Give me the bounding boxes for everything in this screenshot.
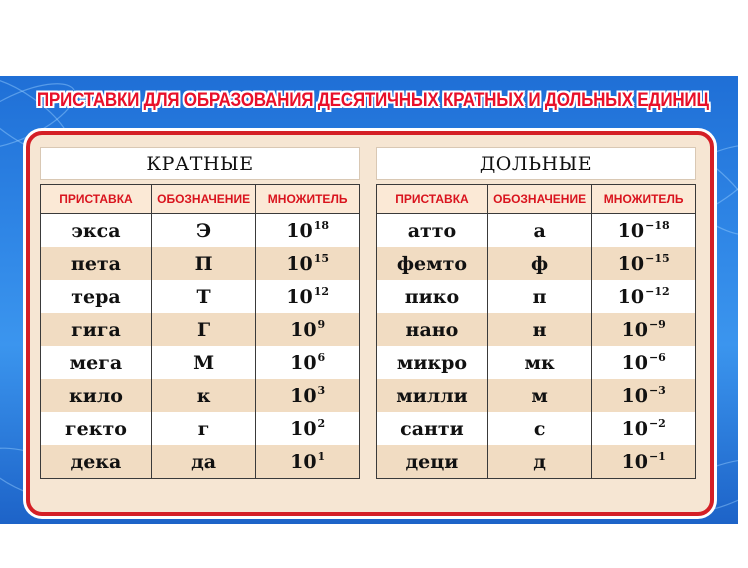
symbol-cell: к: [151, 379, 255, 412]
multiplier-base: 10: [290, 319, 317, 341]
symbol-cell: д: [487, 445, 591, 479]
table-row: [41, 313, 360, 346]
multiplier-cell: [592, 412, 696, 445]
prefix-cell: пета: [41, 247, 152, 280]
symbol-cell: М: [151, 346, 255, 379]
table-row: [41, 346, 360, 379]
multiplier-base: 10: [621, 418, 648, 440]
multiplier-base: 10: [617, 286, 645, 308]
poster: [0, 76, 738, 524]
table-row: [377, 280, 696, 313]
prefix-cell: дека: [41, 445, 152, 479]
multiplier-base: 10: [621, 451, 648, 473]
table-row: [377, 412, 696, 445]
symbol-cell: Т: [151, 280, 255, 313]
table-row: [41, 445, 360, 479]
submultiples-heading: ДОЛЬНЫЕ: [376, 147, 696, 180]
table-row: [377, 247, 696, 280]
multiplier-exponent: 9: [317, 318, 326, 331]
prefix-cell: фемто: [377, 247, 488, 280]
multiples-panel: [40, 147, 360, 479]
multiplier-exponent: 12: [313, 285, 330, 298]
symbol-cell: г: [151, 412, 255, 445]
multiplier-base: 10: [617, 220, 645, 242]
multiplier-base: 10: [290, 451, 317, 473]
multiples-table: [40, 184, 360, 479]
multiplier-exponent: −2: [648, 417, 666, 430]
prefix-cell: гекто: [41, 412, 152, 445]
prefix-cell: деци: [377, 445, 488, 479]
table-row: [377, 379, 696, 412]
table-row: [41, 379, 360, 412]
multiplier-base: 10: [290, 385, 317, 407]
column-header-multiplier: МНОЖИТЕЛЬ: [592, 185, 696, 214]
multiplier-exponent: −3: [648, 384, 666, 397]
multiplier-cell: [256, 214, 360, 248]
prefix-cell: мега: [41, 346, 152, 379]
multiplier-cell: [256, 247, 360, 280]
prefix-cell: кило: [41, 379, 152, 412]
multiplier-base: 10: [286, 286, 313, 308]
table-row: [41, 280, 360, 313]
table-row: [41, 214, 360, 248]
multiplier-base: 10: [290, 418, 317, 440]
multiplier-cell: [592, 214, 696, 248]
prefix-cell: экса: [41, 214, 152, 248]
multiplier-exponent: 2: [317, 417, 326, 430]
column-header-prefix: ПРИСТАВКА: [377, 185, 488, 214]
prefix-cell: пико: [377, 280, 488, 313]
multiplier-base: 10: [617, 253, 645, 275]
prefix-cell: нано: [377, 313, 488, 346]
table-row: [377, 214, 696, 248]
symbol-cell: с: [487, 412, 591, 445]
multiplier-exponent: 3: [317, 384, 326, 397]
multiplier-cell: [256, 280, 360, 313]
multiplier-base: 10: [290, 352, 317, 374]
prefix-cell: атто: [377, 214, 488, 248]
multiplier-base: 10: [621, 385, 648, 407]
symbol-cell: П: [151, 247, 255, 280]
symbol-cell: п: [487, 280, 591, 313]
column-header-symbol: ОБОЗНАЧЕНИЕ: [487, 185, 591, 214]
multiplier-exponent: 6: [317, 351, 326, 364]
table-row: [377, 445, 696, 479]
table-row: [41, 412, 360, 445]
multiplier-cell: [592, 280, 696, 313]
column-header-symbol: ОБОЗНАЧЕНИЕ: [151, 185, 255, 214]
multiplier-cell: [592, 346, 696, 379]
symbol-cell: а: [487, 214, 591, 248]
multiplier-exponent: −6: [648, 351, 666, 364]
tables-frame: [26, 131, 714, 516]
symbol-cell: ф: [487, 247, 591, 280]
prefix-cell: гига: [41, 313, 152, 346]
multiplier-cell: [256, 313, 360, 346]
table-row: [377, 313, 696, 346]
multiplier-cell: [256, 379, 360, 412]
multiplier-cell: [592, 379, 696, 412]
multiplier-cell: [256, 412, 360, 445]
multiplier-exponent: −12: [645, 285, 670, 298]
submultiples-table: [376, 184, 696, 479]
multiples-heading: КРАТНЫЕ: [40, 147, 360, 180]
multiplier-cell: [592, 313, 696, 346]
table-row: [41, 247, 360, 280]
multiplier-base: 10: [286, 253, 313, 275]
column-header-prefix: ПРИСТАВКА: [41, 185, 152, 214]
symbol-cell: Г: [151, 313, 255, 346]
symbol-cell: Э: [151, 214, 255, 248]
multiplier-base: 10: [621, 352, 648, 374]
multiplier-exponent: −9: [648, 318, 666, 331]
multiplier-cell: [592, 445, 696, 479]
poster-title: ПРИСТАВКИ ДЛЯ ОБРАЗОВАНИЯ ДЕСЯТИЧНЫХ КРАТНЫХ И ДОЛЬНЫХ ЕДИНИЦ: [36, 90, 709, 111]
multiplier-exponent: 15: [313, 252, 330, 265]
multiplier-exponent: 1: [317, 450, 326, 463]
multiplier-exponent: −18: [645, 219, 670, 232]
symbol-cell: да: [151, 445, 255, 479]
prefix-cell: микро: [377, 346, 488, 379]
column-header-multiplier: МНОЖИТЕЛЬ: [256, 185, 360, 214]
symbol-cell: м: [487, 379, 591, 412]
table-row: [377, 346, 696, 379]
multiplier-cell: [592, 247, 696, 280]
symbol-cell: н: [487, 313, 591, 346]
prefix-cell: милли: [377, 379, 488, 412]
submultiples-panel: [376, 147, 696, 479]
prefix-cell: санти: [377, 412, 488, 445]
prefix-cell: тера: [41, 280, 152, 313]
multiplier-exponent: −1: [648, 450, 666, 463]
multiplier-cell: [256, 445, 360, 479]
multiplier-cell: [256, 346, 360, 379]
multiplier-base: 10: [621, 319, 648, 341]
multiplier-base: 10: [286, 220, 313, 242]
symbol-cell: мк: [487, 346, 591, 379]
multiplier-exponent: −15: [645, 252, 670, 265]
multiplier-exponent: 18: [313, 219, 330, 232]
